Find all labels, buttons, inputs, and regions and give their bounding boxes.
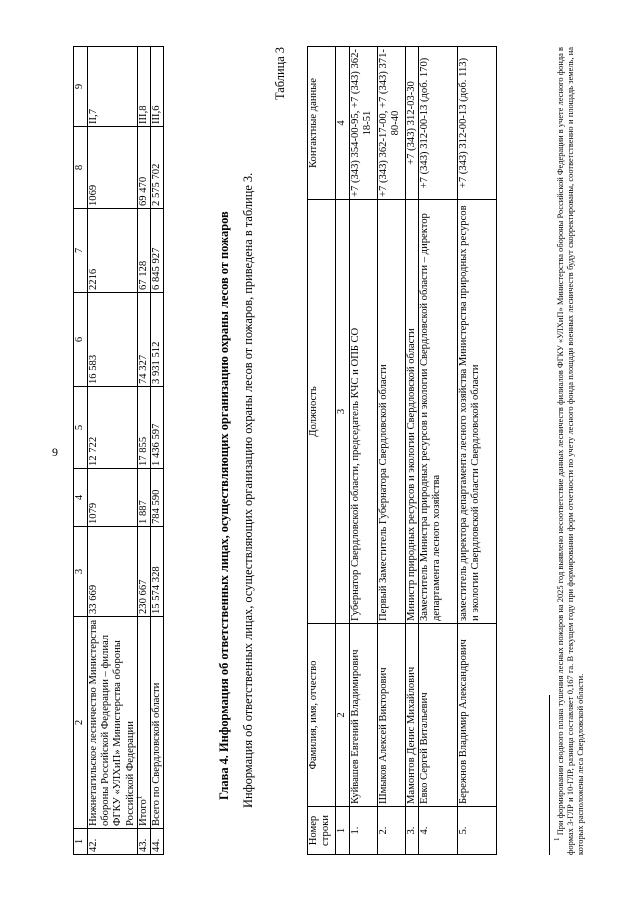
table-cell: 74 327 (137, 293, 150, 387)
table-cell: 2 575 702 (151, 127, 164, 209)
row-number: 4. (419, 807, 458, 855)
header-cell: 2 (336, 624, 350, 807)
page-number: 9 (52, 445, 58, 459)
row-number: 2. (378, 807, 406, 855)
header-cell: 1 (336, 807, 350, 855)
header-cell: 9 (74, 47, 88, 127)
intro-paragraph: Информация об ответственных лицах, осуществляющих организацию охраны лесов от пожаров, приведена в таблице 3. (241, 172, 255, 808)
table-cell: 17 855 (137, 387, 150, 469)
chapter-title: Глава 4. Информация об ответственных лицах, осуществляющих организацию охраны лесов от пожаров (217, 211, 231, 800)
fire-data-table-continued (73, 46, 164, 855)
table-header-row (74, 47, 88, 855)
table-cell: 1069 (88, 127, 138, 209)
table-cell: 44. (151, 829, 164, 855)
footnote-text: При формировании сводного плана тушения лесных пожаров на 2025 год выявлено несоответствие данных лесничеств филиалов ФГКУ «УЛХиП» Министерства обороны Российской Федерации в учете лесного фонда в формах 3-ГЛР и 10-ГЛР, разница составляет 0,167 га. В текущем году при формировании форм отчетности по учету лесного фонда площади военных лесничеств будут скорректированы, соответственно и площадь земель, на которых расположены леса Свердловской области. (556, 46, 585, 855)
table-cell: 230 667 (137, 527, 150, 617)
table-cell-text: Итого (137, 799, 149, 826)
table-cell: 16 583 (88, 293, 138, 387)
table-row (151, 47, 164, 855)
table-row (406, 47, 419, 855)
position: Заместитель Министра природных ресурсов и экологии Свердловской области – директор департамента лесного хозяйства (419, 200, 458, 624)
contacts: +7 (343) 362-17-00, +7 (343) 371-80-40 (378, 47, 406, 200)
position: Министр природных ресурсов и экологии Свердловской области (406, 200, 419, 624)
table-cell: 2216 (88, 209, 138, 293)
full-name: Евко Сергей Витальевич (419, 624, 458, 807)
full-name: Куйвашев Евгений Владимирович (350, 624, 378, 807)
table-cell: III,8 (137, 47, 150, 127)
rotated-page-content (75, 45, 605, 855)
row-number: 1. (350, 807, 378, 855)
table-cell: 3 931 512 (151, 293, 164, 387)
full-name: Бережнов Владимир Александрович (458, 624, 497, 807)
header-cell: 8 (74, 127, 88, 209)
footnote (553, 46, 586, 855)
table-cell: 67 128 (137, 209, 150, 293)
table-cell: 1 436 597 (151, 387, 164, 469)
table-cell (137, 617, 150, 829)
row-number: 5. (458, 807, 497, 855)
table-cell: 1079 (88, 469, 138, 527)
header-cell: 1 (74, 829, 88, 855)
table-cell: 69 470 (137, 127, 150, 209)
header-cell: 3 (74, 527, 88, 617)
table-cell: 6 845 927 (151, 209, 164, 293)
contacts: +7 (343) 312-00-13 (доб. 113) (458, 47, 497, 200)
table-header-row (308, 47, 336, 855)
header-contacts: Контактные данные (308, 47, 336, 200)
contacts: +7 (343) 354-00-95, +7 (343) 362-18-51 (350, 47, 378, 200)
table-header-numbers-row (336, 47, 350, 855)
footnote-mark: 1 (553, 837, 562, 841)
table-row (419, 47, 458, 855)
responsible-persons-table (307, 46, 497, 855)
header-cell: 2 (74, 617, 88, 829)
position: заместитель директора департамента лесного хозяйства Министерства природных ресурсов и экологии Свердловской области Свердловской области (458, 200, 497, 624)
table-cell: 42. (88, 829, 138, 855)
header-cell: 4 (74, 469, 88, 527)
table-cell: 15 574 328 (151, 527, 164, 617)
table-label: Таблица 3 (273, 47, 287, 100)
table-cell: III,6 (151, 47, 164, 127)
position: Губернатор Свердловской области, председатель КЧС и ОПБ СО (350, 200, 378, 624)
table-cell: Всего по Свердловской области (151, 617, 164, 829)
header-row-number: Номер строки (308, 807, 336, 855)
table-cell: Нижнетагильское лесничество Министерства обороны Российской Федерации – филиал ФГКУ «УЛХиП» Министерства обороны Российской Федерации (88, 617, 138, 829)
table-cell: 43. (137, 829, 150, 855)
header-cell: 7 (74, 209, 88, 293)
row-number: 3. (406, 807, 419, 855)
contacts: +7 (343) 312-00-13 (доб. 170) (419, 47, 458, 200)
table-row (458, 47, 497, 855)
table-row (88, 47, 138, 855)
footnote-ref: 1 (135, 795, 144, 800)
header-cell: 5 (74, 387, 88, 469)
table-row (378, 47, 406, 855)
header-cell: 4 (336, 47, 350, 200)
full-name: Шмыков Алексей Викторович (378, 624, 406, 807)
header-full-name: Фамилия, имя, отчество (308, 624, 336, 807)
position: Первый Заместитель Губернатора Свердловской области (378, 200, 406, 624)
table-row (137, 47, 150, 855)
table-cell: 12 722 (88, 387, 138, 469)
table-row (350, 47, 378, 855)
header-cell: 3 (336, 200, 350, 624)
table-cell: 1 887 (137, 469, 150, 527)
table-cell: II,7 (88, 47, 138, 127)
full-name: Мамонтов Денис Михайлович (406, 624, 419, 807)
header-cell: 6 (74, 293, 88, 387)
table-cell: 784 590 (151, 469, 164, 527)
footnote-divider (549, 695, 550, 855)
header-position: Должность (308, 200, 336, 624)
contacts: +7 (343) 312-03-30 (406, 47, 419, 200)
table-cell: 33 669 (88, 527, 138, 617)
